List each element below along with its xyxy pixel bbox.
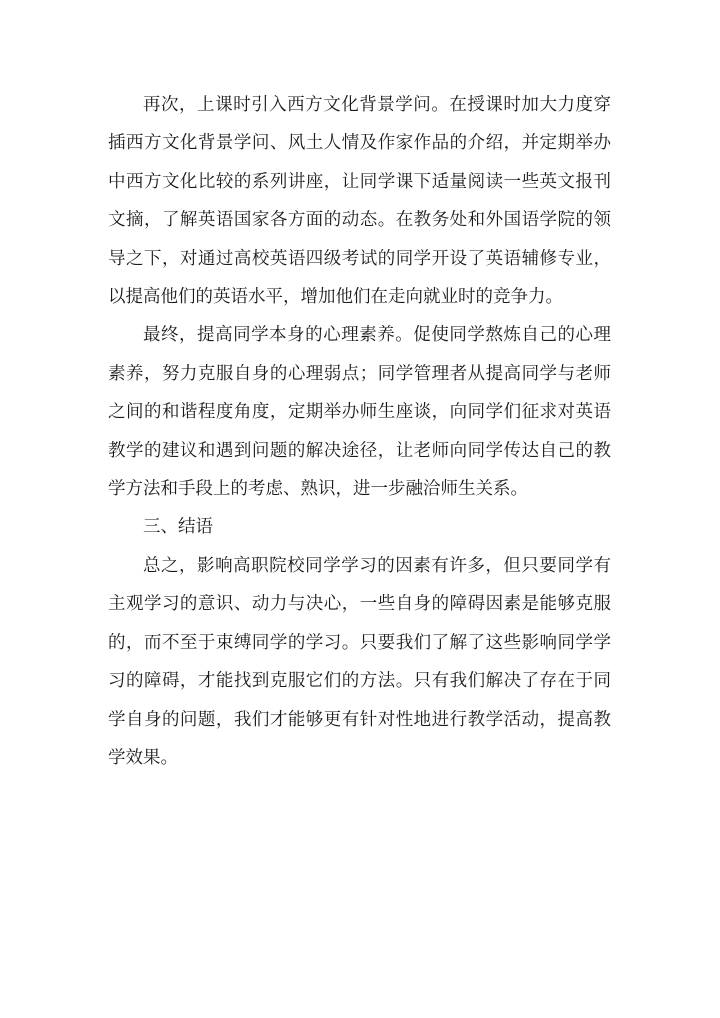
paragraph-western-culture: 再次，上课时引入西方文化背景学问。在授课时加大力度穿插西方文化背景学问、风土人情及作家作品的介绍，并定期举办中西方文化比较的系列讲座，让同学课下适量阅读一些英文报刊文摘，了解英语国家各方面的动态。在教务处和外国语学院的领导之下，对通过高校英语四级考试的同学开设了英语辅修专业，以提高他们的英语水平，增加他们在走向就业时的竞争力。: [108, 95, 611, 308]
section-heading: 三、结语: [143, 517, 213, 538]
paragraph-psychological-quality: 最终，提高同学本身的心理素养。促使同学熬炼自己的心理素养，努力克服自身的心理弱点；同学管理者从提高同学与老师之间的和谐程度角度，定期举办师生座谈，向同学们征求对英语教学的建议和遇到问题的解决途径，让老师向同学传达自己的教学方法和手段上的考虑、熟识，进一步融洽师生关系。: [108, 325, 611, 500]
document-body: [108, 86, 611, 777]
paragraph-conclusion: 总之，影响高职院校同学学习的因素有许多，但只要同学有主观学习的意识、动力与决心，一些自身的障碍因素是能够克服的，而不至于束缚同学的学习。只要我们了解了这些影响同学学习的障碍，才能找到克服它们的方法。只有我们解决了存在于同学自身的问题，我们才能够更有针对性地进行教学活动，提高教学效果。: [108, 555, 611, 768]
